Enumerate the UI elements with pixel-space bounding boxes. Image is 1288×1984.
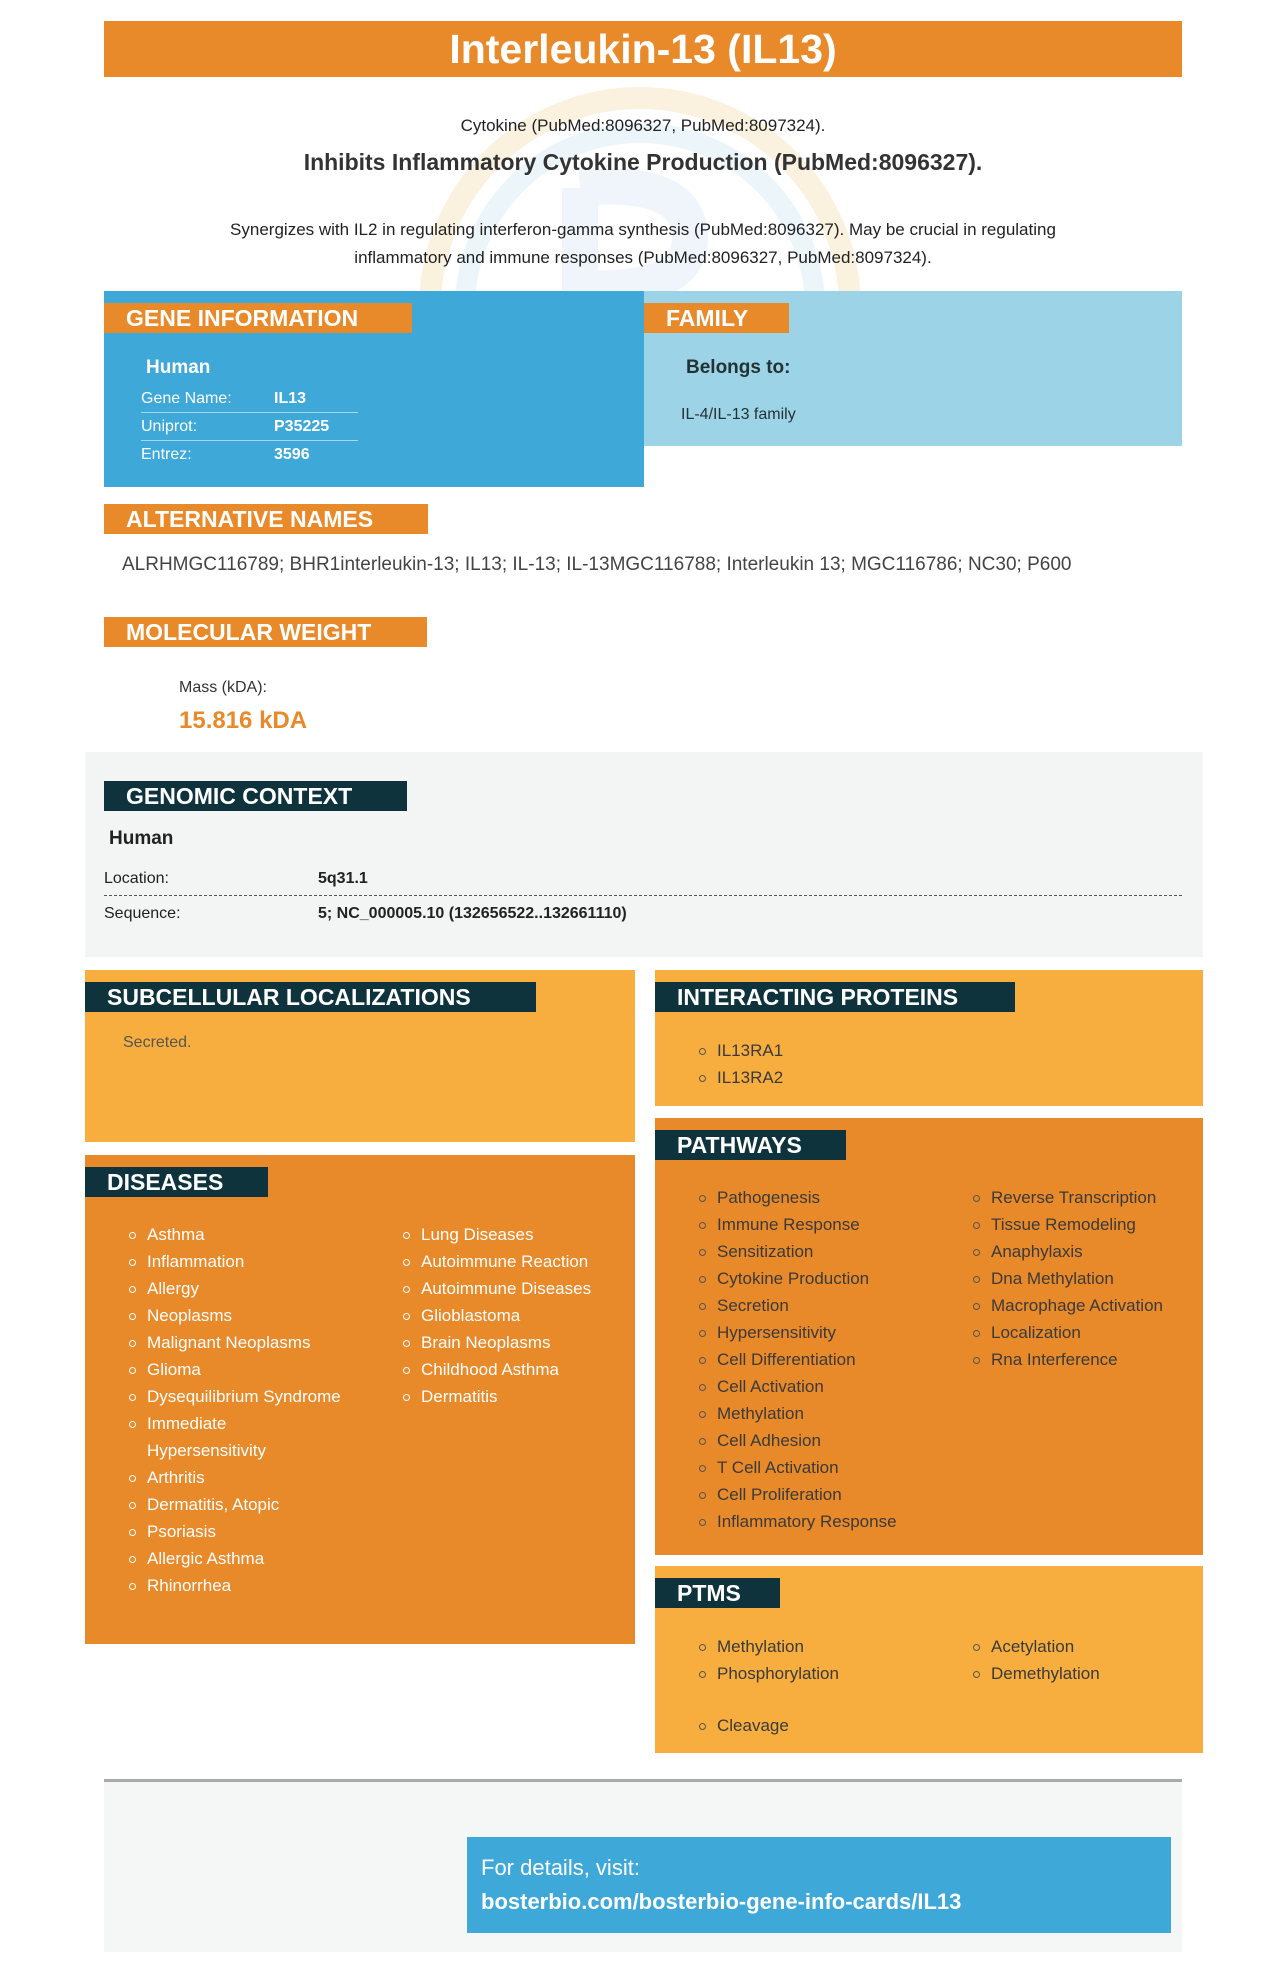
alternative-names-text: ALRHMGC116789; BHR1interleukin-13; IL13; IL-13; IL-13MGC116788; Interleukin 13; MGC116786; NC30; P600 xyxy=(122,554,1072,575)
family-belongs-label: Belongs to: xyxy=(686,357,791,378)
gene-species: Human xyxy=(146,357,211,378)
pathways-list-col1 xyxy=(699,1184,949,1535)
diseases-list-col1 xyxy=(129,1221,341,1599)
list-item: Tissue Remodeling xyxy=(973,1211,1198,1238)
molecular-weight-heading: MOLECULAR WEIGHT xyxy=(104,617,427,647)
family-heading: FAMILY xyxy=(644,303,789,333)
list-item: T Cell Activation xyxy=(699,1454,949,1481)
gene-name-value: IL13 xyxy=(274,390,307,407)
interacting-proteins-list xyxy=(699,1037,783,1091)
list-item: Asthma xyxy=(129,1221,341,1248)
family-value: IL-4/IL-13 family xyxy=(681,406,796,423)
list-item: Phosphorylation xyxy=(699,1660,949,1687)
list-item: Dysequilibrium Syndrome xyxy=(129,1383,341,1410)
list-item: Allergy xyxy=(129,1275,341,1302)
diseases-heading: DISEASES xyxy=(85,1167,268,1197)
list-item: Cleavage xyxy=(699,1712,949,1739)
pathways-panel xyxy=(655,1118,1203,1555)
list-item: Secretion xyxy=(699,1292,949,1319)
subcellular-panel xyxy=(85,970,635,1142)
ptms-list-col1 xyxy=(699,1633,949,1687)
location-label: Location: xyxy=(104,870,169,887)
mass-label: Mass (kDA): xyxy=(179,679,267,696)
genomic-species: Human xyxy=(109,828,174,849)
location-row xyxy=(104,862,1182,896)
list-item: Cell Adhesion xyxy=(699,1427,949,1454)
list-item: Pathogenesis xyxy=(699,1184,949,1211)
list-item: Arthritis xyxy=(129,1464,341,1491)
list-item: Methylation xyxy=(699,1400,949,1427)
entrez-row xyxy=(141,441,358,469)
list-item: Immediate Hypersensitivity xyxy=(129,1410,341,1464)
genomic-context-panel xyxy=(85,752,1203,957)
lead-headline: Inhibits Inflammatory Cytokine Production (PubMed:8096327). xyxy=(303,149,983,175)
uniprot-label: Uniprot: xyxy=(141,418,198,435)
subcellular-heading: SUBCELLULAR LOCALIZATIONS xyxy=(85,982,536,1012)
list-item: Cell Proliferation xyxy=(699,1481,949,1508)
list-item: Autoimmune Reaction xyxy=(403,1248,628,1275)
gene-name-label: Gene Name: xyxy=(141,390,232,407)
diseases-panel xyxy=(85,1155,635,1644)
entrez-label: Entrez: xyxy=(141,446,192,463)
list-item: Childhood Asthma xyxy=(403,1356,628,1383)
pathways-list-col2 xyxy=(973,1184,1198,1373)
interacting-proteins-heading: INTERACTING PROTEINS xyxy=(655,982,1015,1012)
list-item: Acetylation xyxy=(973,1633,1198,1660)
list-item: Inflammatory Response xyxy=(699,1508,949,1535)
sequence-value: 5; NC_000005.10 (132656522..132661110) xyxy=(318,905,627,922)
list-item: Rhinorrhea xyxy=(129,1572,341,1599)
gene-information-heading: GENE INFORMATION xyxy=(104,303,412,333)
gene-name-row xyxy=(141,385,358,413)
list-item: Cell Activation xyxy=(699,1373,949,1400)
pathways-heading: PATHWAYS xyxy=(655,1130,846,1160)
alternative-names-heading: ALTERNATIVE NAMES xyxy=(104,504,428,534)
list-item: Rna Interference xyxy=(973,1346,1198,1373)
list-item: Hypersensitivity xyxy=(699,1319,949,1346)
list-item: Macrophage Activation xyxy=(973,1292,1198,1319)
details-callout[interactable] xyxy=(467,1837,1171,1933)
lead-summary: Cytokine (PubMed:8096327, PubMed:8097324). xyxy=(460,116,826,135)
list-item: IL13RA2 xyxy=(699,1064,783,1091)
sequence-row xyxy=(104,897,1182,931)
location-value: 5q31.1 xyxy=(318,870,368,887)
list-item: Allergic Asthma xyxy=(129,1545,341,1572)
uniprot-row xyxy=(141,413,358,441)
entrez-value: 3596 xyxy=(274,446,310,463)
gene-information-panel xyxy=(104,291,644,487)
list-item: Dermatitis, Atopic xyxy=(129,1491,341,1518)
list-item: Brain Neoplasms xyxy=(403,1329,628,1356)
list-item: Glioblastoma xyxy=(403,1302,628,1329)
list-item: Cell Differentiation xyxy=(699,1346,949,1373)
details-label: For details, visit: xyxy=(481,1855,640,1880)
list-item: Lung Diseases xyxy=(403,1221,628,1248)
ptms-list-extra xyxy=(699,1712,949,1739)
interacting-proteins-panel xyxy=(655,970,1203,1106)
page-title: Interleukin-13 (IL13) xyxy=(104,21,1182,77)
sequence-label: Sequence: xyxy=(104,905,181,922)
genomic-context-heading: GENOMIC CONTEXT xyxy=(104,781,407,811)
list-item: Methylation xyxy=(699,1633,949,1660)
diseases-list-col2 xyxy=(403,1221,628,1410)
list-item: Malignant Neoplasms xyxy=(129,1329,341,1356)
function-description: Synergizes with IL2 in regulating interferon-gamma synthesis (PubMed:8096327). May be crucial in regulating inflammatory and immune responses (PubMed:8096327, PubMed:8097324). xyxy=(230,220,1056,267)
list-item: Dna Methylation xyxy=(973,1265,1198,1292)
ptms-heading: PTMS xyxy=(655,1578,780,1608)
list-item: Inflammation xyxy=(129,1248,341,1275)
list-item: Demethylation xyxy=(973,1660,1198,1687)
list-item: Autoimmune Diseases xyxy=(403,1275,628,1302)
details-link[interactable]: bosterbio.com/bosterbio-gene-info-cards/IL13 xyxy=(481,1889,962,1914)
list-item: IL13RA1 xyxy=(699,1037,783,1064)
list-item: Anaphylaxis xyxy=(973,1238,1198,1265)
list-item: Sensitization xyxy=(699,1238,949,1265)
list-item: Cytokine Production xyxy=(699,1265,949,1292)
family-panel xyxy=(644,291,1182,446)
ptms-panel xyxy=(655,1566,1203,1753)
uniprot-value: P35225 xyxy=(274,418,330,435)
list-item: Dermatitis xyxy=(403,1383,628,1410)
list-item: Immune Response xyxy=(699,1211,949,1238)
subcellular-text: Secreted. xyxy=(123,1034,192,1051)
list-item: Neoplasms xyxy=(129,1302,341,1329)
list-item: Localization xyxy=(973,1319,1198,1346)
list-item: Glioma xyxy=(129,1356,341,1383)
ptms-list-col2 xyxy=(973,1633,1198,1687)
list-item: Psoriasis xyxy=(129,1518,341,1545)
mass-value: 15.816 kDA xyxy=(179,707,308,734)
list-item: Reverse Transcription xyxy=(973,1184,1198,1211)
